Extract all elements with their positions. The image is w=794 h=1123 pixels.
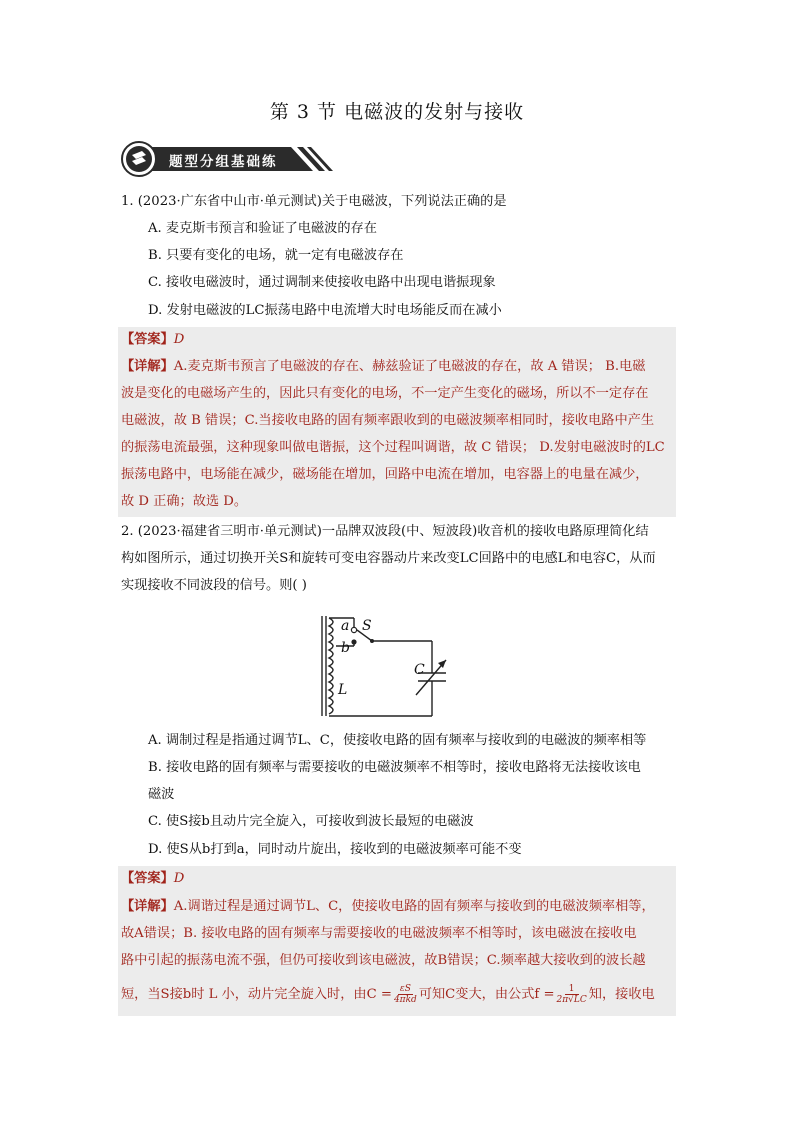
q2-answer (121, 869, 184, 889)
q2-detail-text-1: A.调谐过程是通过调节L、C，使接收电路的固有频率与接收到的电磁波频率相等， (173, 899, 655, 914)
q1-detail-text-1: A.麦克斯韦预言了电磁波的存在、赫兹验证了电磁波的存在，故 A 错误； B.电磁 (173, 359, 646, 374)
q2-stem-line-2: 构如图所示，通过切换开关S和旋转可变电容器动片来改变LC回路中的电感L和电容C，从而 (121, 551, 656, 566)
banner-label: 题型分组基础练 (169, 154, 278, 170)
label-s: S (362, 618, 372, 634)
q2-option-c: C. 使S接b且动片完全旋入，可接收到波长最短的电磁波 (148, 814, 474, 829)
q2-stem-line-3: 实现接收不同波段的信号。则( ) (121, 578, 307, 593)
q2-detail-line-3: 路中引起的振荡电流不强，但仍可接收到该电磁波，故B错误；C.频率越大接收到的波长越 (121, 953, 646, 968)
q2-option-b: B. 接收电路的固有频率与需要接收的电磁波频率不相等时，接收电路将无法接收该电 (148, 760, 641, 775)
label-l: L (338, 682, 348, 698)
q1-option-c: C. 接收电磁波时，通过调制来使接收电路中出现电谐振现象 (148, 275, 496, 290)
q1-answer (121, 330, 184, 350)
q1-detail-line-4: 的振荡电流最强，这种现象叫做电谐振，这个过程叫调谐，故 C 错误； D.发射电磁波时的LC (121, 440, 665, 455)
label-c: C (414, 662, 425, 678)
q2-option-a: A. 调制过程是指通过调节L、C，使接收电路的固有频率与接收到的电磁波的频率相等 (148, 733, 647, 748)
q2-stem-line-1: 2. (2023·福建省三明市·单元测试)一品牌双波段(中、短波段)收音机的接收电路原理简化结 (121, 524, 649, 539)
q1-stem: 1. (2023·广东省中山市·单元测试)关于电磁波，下列说法正确的是 (121, 194, 507, 209)
q2-detail-label: 【详解】 (121, 899, 174, 914)
formula-capacitance (394, 984, 417, 1005)
label-a: a (341, 618, 350, 634)
page-title: 第 3 节 电磁波的发射与接收 (269, 101, 525, 123)
q1-detail-line-6: 故 D 正确；故选 D。 (121, 494, 248, 509)
formula-c-numerator: εS (399, 984, 411, 994)
q2-detail-line-2: 故A错误；B. 接收电路的固有频率与需要接收的电磁波频率不相等时，该电磁波在接收电 (121, 926, 637, 941)
q2-detail-text-4c: 知，接收电 (588, 986, 655, 1002)
q1-answer-label: 【答案】 (121, 332, 174, 347)
q1-option-d: D. 发射电磁波的LC振荡电路中电流增大时电场能反而在减小 (148, 303, 502, 318)
lc-circuit-svg (312, 608, 482, 720)
q2-detail-text-4a: 短，当S接b时 L 小，动片完全旋入时，由C = (121, 986, 392, 1002)
q1-option-b: B. 只要有变化的电场，就一定有电磁波存在 (148, 248, 404, 263)
formula-frequency (557, 984, 587, 1005)
q1-detail-line-3: 电磁波，故 B 错误；C.当接收电路的固有频率跟收到的电磁波频率相同时，接收电路中产生 (121, 413, 655, 428)
formula-f-numerator: 1 (565, 984, 579, 995)
q2-detail-line-4 (121, 984, 655, 1005)
q1-detail-line-1 (121, 357, 645, 377)
section-banner (121, 141, 333, 177)
q2-detail-line-1 (121, 897, 655, 917)
q2-option-b-cont: 磁波 (148, 787, 175, 802)
q2-answer-value: D (173, 871, 185, 886)
formula-f-denominator: 2π√LC (556, 995, 587, 1005)
q1-detail-line-5: 振荡电路中，电场能在减少，磁场能在增加，回路中电流在增加，电容器上的电量在减少， (121, 467, 649, 482)
q2-answer-label: 【答案】 (121, 871, 174, 886)
q1-answer-value: D (173, 332, 185, 347)
circuit-diagram (312, 608, 482, 720)
q1-option-a: A. 麦克斯韦预言和验证了电磁波的存在 (148, 221, 377, 236)
q1-detail-line-2: 波是变化的电磁场产生的，因此只有变化的电场，不一定产生变化的磁场，所以不一定存在 (121, 386, 649, 401)
label-b: b (341, 640, 350, 656)
q2-option-d: D. 使S从b打到a，同时动片旋出，接收到的电磁波频率可能不变 (148, 842, 522, 857)
q1-detail-label: 【详解】 (121, 359, 174, 374)
formula-c-denominator: 4πkd (393, 995, 417, 1005)
q2-detail-text-4b: 可知C变大，由公式f = (418, 986, 555, 1002)
